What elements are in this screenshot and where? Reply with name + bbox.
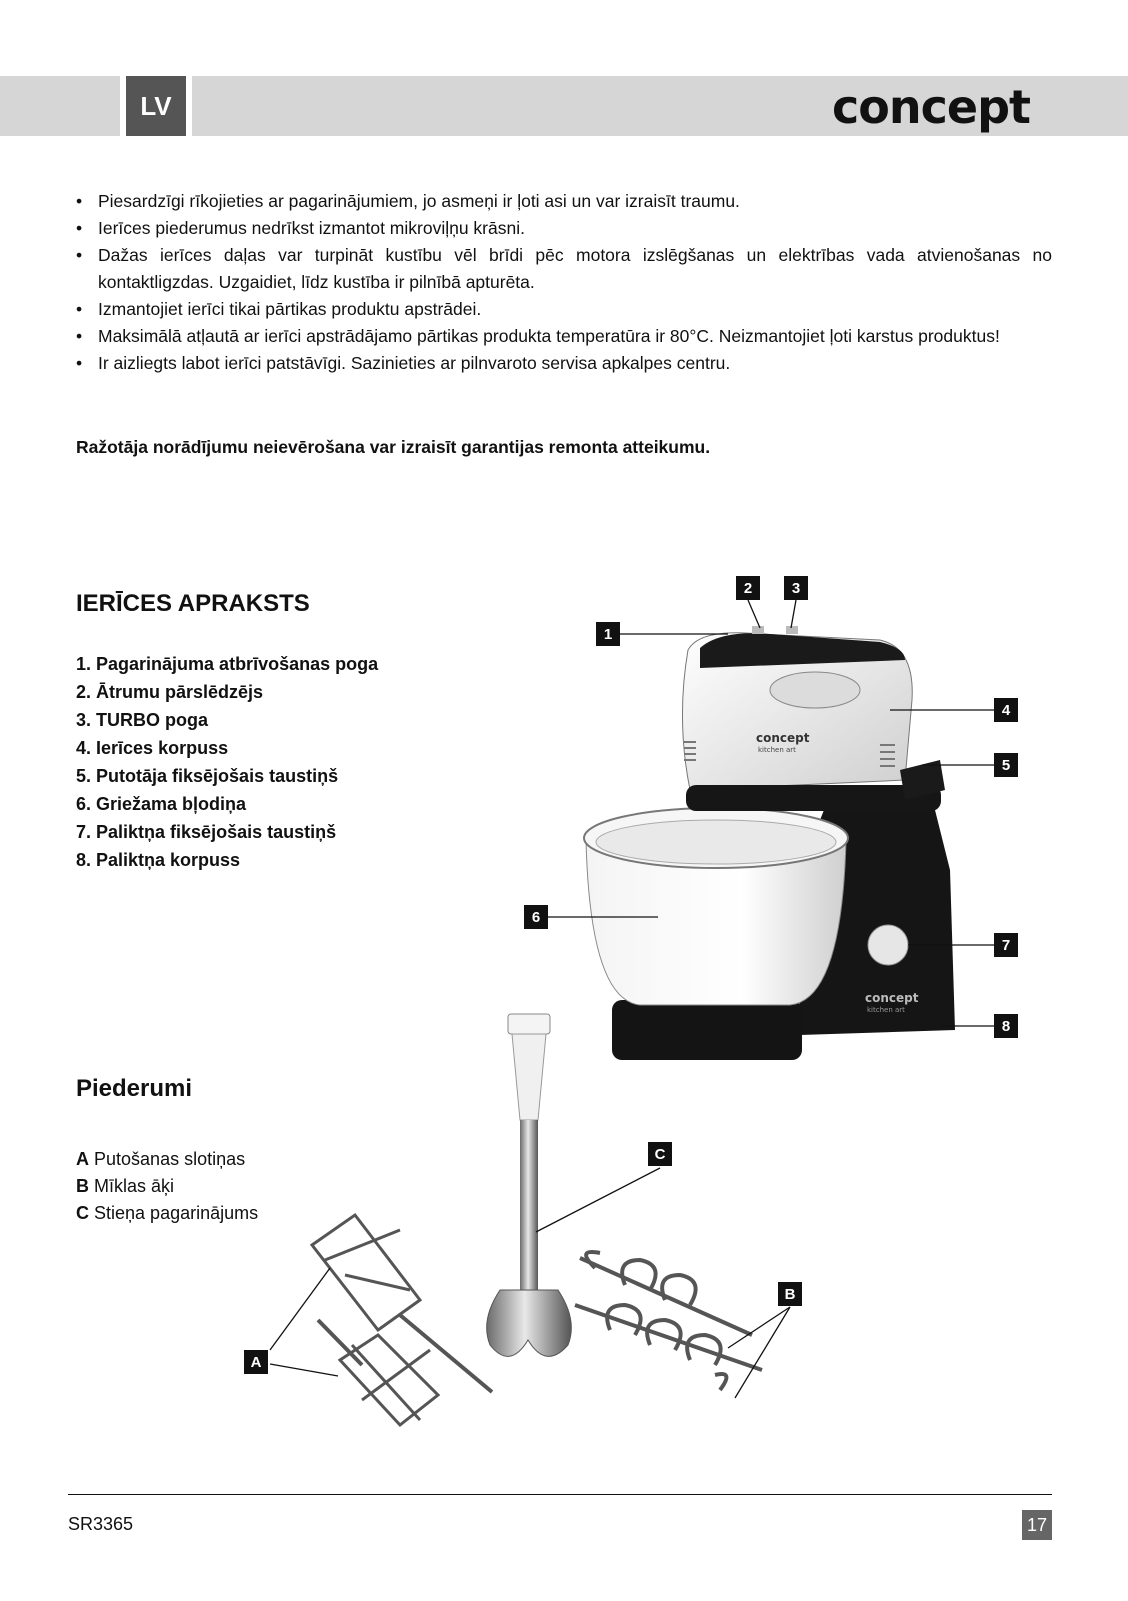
callout-4: 4 [994,698,1018,722]
list-item: 6. Griežama bļodiņa [76,794,247,814]
accessory-label: Putošanas slotiņas [94,1149,246,1169]
base-lock-button [868,925,908,965]
list-item: • Piesardzīgi rīkojieties ar pagarinājumiem, jo asmeņi ir ļoti asi un var izraisīt traumu. [76,188,1052,215]
mixer-head [682,626,945,811]
base-brand-print: concept [865,991,919,1005]
list-item: 3. TURBO poga [76,710,209,730]
brand-logo: concept [831,80,1030,134]
list-item: 2. Ātrumu pārslēdzējs [76,682,264,702]
list-item: 7. Paliktņa fiksējošais taustiņš [76,822,337,842]
list-item: 1. Pagarinājuma atbrīvošanas poga [76,654,379,674]
callout-b: B [778,1282,802,1306]
callout-7: 7 [994,933,1018,957]
callout-6: 6 [524,905,548,929]
turbo-button [786,626,798,634]
base-brand-sub-print: kitchen art [867,1006,905,1014]
model-number: SR3365 [68,1514,134,1534]
list-item: 5. Putotāja fiksējošais taustiņš [76,766,339,786]
head-brand-sub-print: kitchen art [758,746,796,754]
rod-extension [487,1014,572,1356]
list-item: • Maksimālā atļautā ar ierīci apstrādājamo pārtikas produkta temperatūra ir 80°C. Neizmantojiet ļoti karstus produktus! [76,323,1052,350]
callout-8: 8 [994,1014,1018,1038]
list-item: 8. Paliktņa korpuss [76,850,241,870]
rotating-bowl [584,808,848,1005]
whisks [312,1215,492,1425]
section-title-description: IERĪCES APRAKSTS [76,590,310,617]
list-item: • Izmantojiet ierīci tikai pārtikas produktu apstrādei. [76,296,1052,323]
list-item: • Ir aizliegts labot ierīci patstāvīgi. Sazinieties ar pilnvaroto servisa apkalpes centru. [76,350,1052,377]
speed-switch [752,626,764,634]
callout-3: 3 [784,576,808,600]
language-badge: LV [120,76,192,136]
head-brand-print: concept [756,731,810,745]
page-number: 17 [1022,1510,1052,1540]
callout-1: 1 [596,622,620,646]
list-item: 4. Ierīces korpuss [76,738,229,758]
section-title-accessories: Piederumi [76,1075,193,1102]
callout-2: 2 [736,576,760,600]
dough-hooks [575,1252,762,1390]
warranty-warning: Ražotāja norādījumu neievērošana var izraisīt garantijas remonta atteikumu. [76,437,711,457]
accessory-letter: C [76,1203,89,1223]
list-item: • Dažas ierīces daļas var turpināt kustību vēl brīdi pēc motora izslēgšanas un elektrības vada atvienošanas no kontaktligzdas. Uzgaidiet, līdz kustība ir pilnībā apturēta. [76,242,1052,296]
callout-a: A [244,1350,268,1374]
accessory-letter: B [76,1176,89,1196]
accessory-label: Mīklas āķi [94,1176,175,1196]
accessory-label: Stieņa pagarinājums [94,1203,259,1223]
callout-c: C [648,1142,672,1166]
footer-divider [68,1494,1052,1495]
list-item: • Ierīces piederumus nedrīkst izmantot mikroviļņu krāsni. [76,215,1052,242]
callout-5: 5 [994,753,1018,777]
accessory-letter: A [76,1149,89,1169]
